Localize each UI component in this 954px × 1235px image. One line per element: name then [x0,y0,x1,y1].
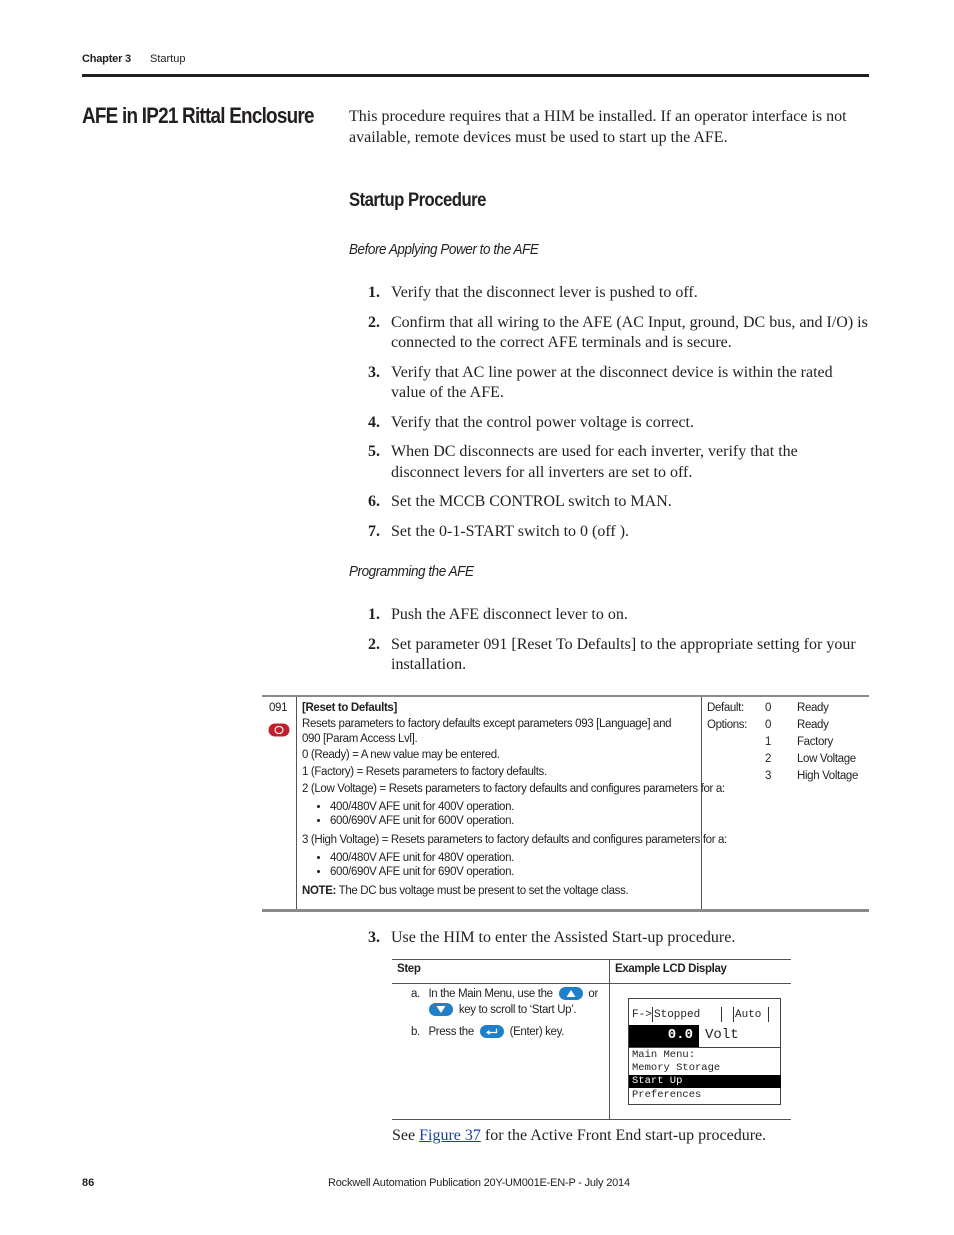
lcd-display [628,998,781,1105]
step-a-cont: key to scroll to ‘Start Up’. [426,1003,576,1018]
page-number: 86 [82,1177,95,1189]
table-top-rule [262,695,869,697]
step-item: 5. When DC disconnects are used for each inverter, verify that the disconnect levers for all inverters are set to off. [368,443,798,481]
table-divider [609,959,610,1120]
option-desc: 3 (High Voltage) = Resets parameters to factory defaults and configures parameters for a: [302,834,727,846]
list-item: • 600/690V AFE unit for 600V operation. [330,814,702,828]
chapter-label: Chapter 3 [82,53,131,65]
section-title: AFE in IP21 Rittal Enclosure [82,103,314,128]
before-power-heading: Before Applying Power to the AFE [349,241,539,258]
option-bullets [302,800,702,828]
section-label: Startup [150,53,186,65]
option-row: 3 High Voltage [765,770,859,782]
lcd-status: Stopped [654,1009,701,1021]
parameter-description [302,700,727,900]
lcd-status-row [629,999,780,1025]
step-b: b. Press the (Enter) key. [411,1026,564,1038]
table-divider [296,697,297,909]
lcd-value-row [629,1025,780,1048]
startup-procedure-heading: Startup Procedure [349,190,486,211]
list-item: • 400/480V AFE unit for 400V operation. [330,800,702,814]
step-item: 1. Verify that the disconnect lever is pushed to off. [368,284,698,301]
table-rule [392,959,791,960]
stop-drive-icon [268,723,290,742]
col-header-display: Example LCD Display [615,963,727,975]
step-item: 7. Set the 0-1-START switch to 0 (off ). [368,522,630,540]
lcd-unit: Volt [705,1027,739,1043]
table-rule [392,983,791,984]
option-desc: 0 (Ready) = A new value may be entered. [302,749,500,761]
list-item: • 600/690V AFE unit for 690V operation. [330,865,702,879]
step-item: 3. Verify that AC line power at the disconnect device is within the rated value of the AFE. [368,363,833,401]
up-arrow-key-icon [559,987,583,1000]
option-desc: 1 (Factory) = Resets parameters to factory defaults. [302,766,547,778]
table-bottom-rule [262,909,869,912]
option-row: 1 Factory [765,736,833,748]
option-desc: 2 (Low Voltage) = Resets parameters to factory defaults and configures parameters for a: [302,783,725,795]
parameter-number: 091 [269,702,288,714]
down-arrow-key-icon [429,1003,453,1016]
header-rule [82,74,869,77]
publication-info: Rockwell Automation Publication 20Y-UM001E-EN-P - July 2014 [328,1177,630,1189]
step-a: a. In the Main Menu, use the or [411,988,598,1000]
note: NOTE: The DC bus voltage must be present to set the voltage class. [302,885,629,897]
step-item: 2. Confirm that all wiring to the AFE (AC Input, ground, DC bus, and I/O) is connected to the correct AFE terminals and is secure. [368,313,868,351]
col-header-step: Step [397,963,421,975]
step-item: 2. Set parameter 091 [Reset To Defaults] to the appropriate setting for your installation. [368,635,856,673]
list-item: • 400/480V AFE unit for 480V operation. [330,851,702,865]
option-row: 2 Low Voltage [765,753,856,765]
programming-heading: Programming the AFE [349,563,474,580]
step-item: 6. Set the MCCB CONTROL switch to MAN. [368,493,672,510]
option-bullets [302,851,702,879]
parameter-name: [Reset to Defaults] [302,702,397,714]
desc-line: 090 [Param Access Lvl]. [302,733,418,745]
enter-key-icon [480,1025,504,1038]
step-item: 1. Push the AFE disconnect lever to on. [368,606,628,623]
step-item: 3. Use the HIM to enter the Assisted Start-up procedure. [368,929,736,946]
before-power-steps [349,283,869,551]
table-rule [392,1119,791,1120]
desc-line: Resets parameters to factory defaults except parameters 093 [Language] and [302,718,672,730]
lcd-direction: F-> [632,1009,652,1021]
programming-step-3 [349,928,869,958]
programming-steps [349,605,869,685]
step-item: 4. Verify that the control power voltage is correct. [368,413,694,431]
parameter-table [262,695,869,913]
default-row: Default: 0 Ready [707,702,829,714]
lcd-mode: Auto [735,1009,762,1021]
lcd-menu-item-selected: Start Up [629,1075,781,1088]
option-row: Options: 0 Ready [707,719,829,731]
see-also: See Figure 37 for the Active Front End start-up procedure. [392,1127,767,1144]
lcd-menu-title: Main Menu: [632,1049,696,1061]
lcd-menu-item: Memory Storage [632,1062,721,1074]
intro-paragraph: This procedure requires that a HIM be installed. If an operator interface is not available, remote devices must be used to start up the AFE. [349,108,847,146]
parameter-options [707,700,867,785]
lcd-menu-item: Preferences [632,1089,702,1101]
lcd-value: 0.0 [667,1027,693,1043]
figure-37-link[interactable]: Figure 37 [419,1127,481,1144]
